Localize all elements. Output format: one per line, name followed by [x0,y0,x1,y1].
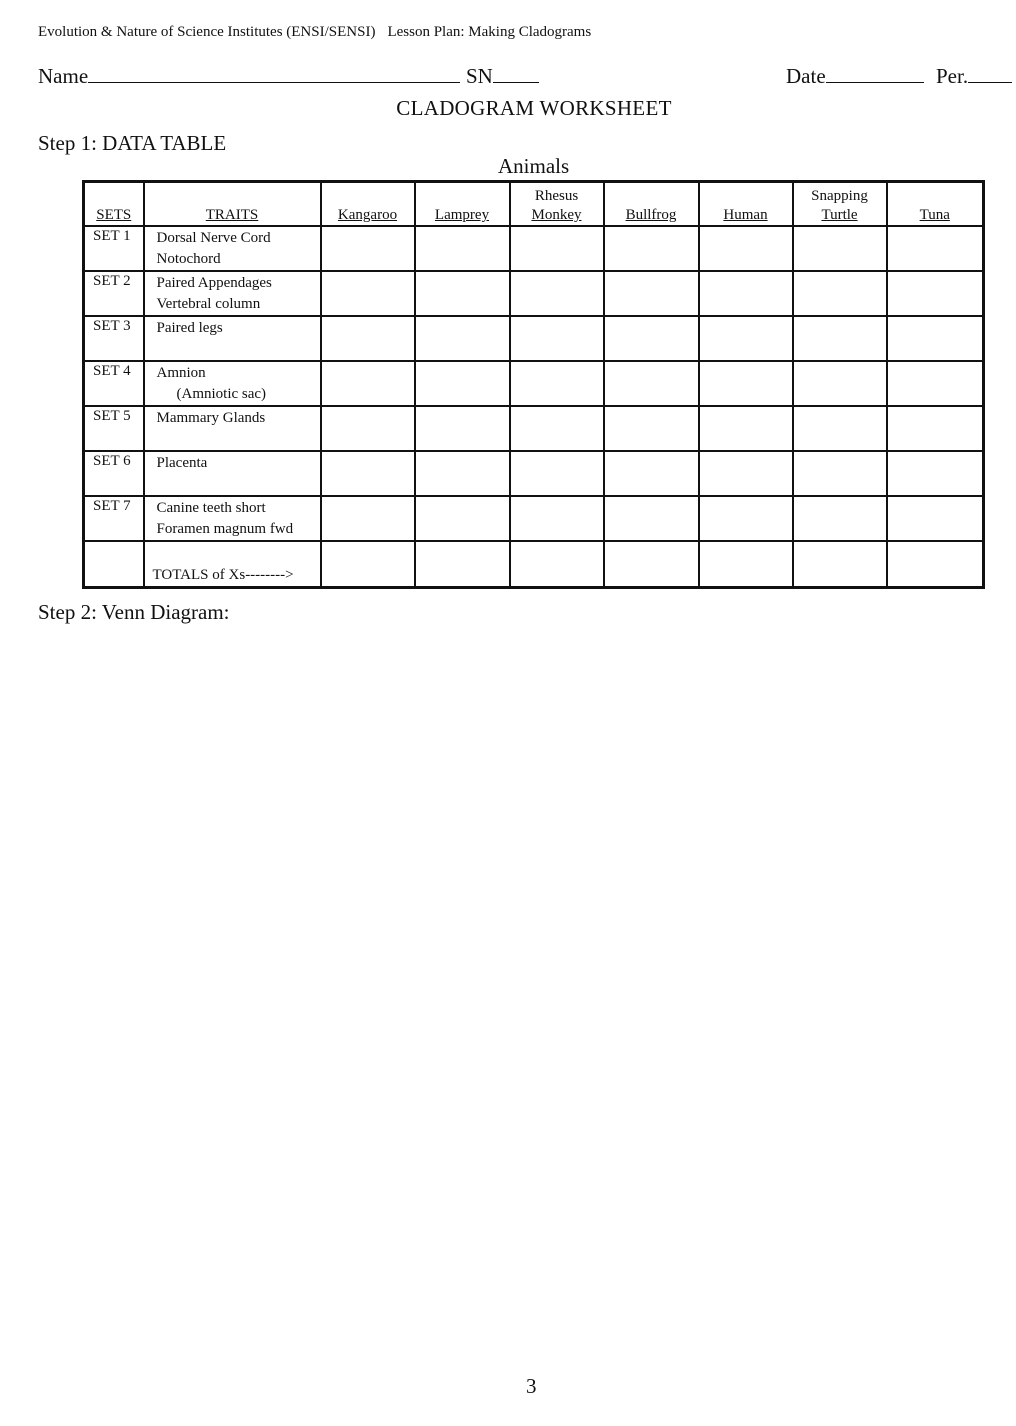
answer-cell[interactable] [510,271,604,316]
answer-cell[interactable] [793,451,887,496]
set-label: SET 3 [84,316,144,361]
total-cell[interactable] [510,541,604,588]
answer-cell[interactable] [887,361,984,406]
set-label: SET 2 [84,271,144,316]
answer-cell[interactable] [793,226,887,271]
table-row [84,496,984,541]
answer-cell[interactable] [321,406,415,451]
date-label: Date [786,64,826,88]
answer-cell[interactable] [699,316,793,361]
answer-cell[interactable] [793,496,887,541]
answer-cell[interactable] [604,316,699,361]
answer-cell[interactable] [793,406,887,451]
trait-cell: Paired legs [144,316,321,361]
trait-cell: Dorsal Nerve Cord Notochord [144,226,321,271]
period-blank[interactable] [968,62,1012,83]
animal-header: Kangaroo [321,182,415,227]
name-blank[interactable] [88,62,460,83]
answer-cell[interactable] [887,271,984,316]
trait-cell: Canine teeth short Foramen magnum fwd [144,496,321,541]
answer-cell[interactable] [604,451,699,496]
set-label: SET 7 [84,496,144,541]
answer-cell[interactable] [415,451,510,496]
answer-cell[interactable] [321,496,415,541]
table-row [84,361,984,406]
answer-cell[interactable] [321,226,415,271]
answer-cell[interactable] [415,361,510,406]
answer-cell[interactable] [415,496,510,541]
page-number: 3 [526,1374,537,1398]
totals-row [84,541,984,588]
period-field[interactable] [936,62,1012,89]
name-label: Name [38,64,89,88]
answer-cell[interactable] [510,226,604,271]
animals-label: Animals [498,154,570,178]
data-table [82,180,985,589]
step1-heading: Step 1: DATA TABLE [38,131,227,155]
answer-cell[interactable] [699,361,793,406]
total-cell[interactable] [604,541,699,588]
answer-cell[interactable] [510,451,604,496]
answer-cell[interactable] [510,316,604,361]
step2-heading: Step 2: Venn Diagram: [38,600,230,624]
table-header-row [84,182,984,227]
answer-cell[interactable] [793,271,887,316]
answer-cell[interactable] [887,226,984,271]
answer-cell[interactable] [699,451,793,496]
lesson-plan-title: Lesson Plan: Making Cladograms [387,24,592,40]
answer-cell[interactable] [415,226,510,271]
date-field[interactable] [786,62,924,89]
answer-cell[interactable] [699,226,793,271]
trait-cell: Mammary Glands [144,406,321,451]
table-row [84,226,984,271]
answer-cell[interactable] [699,496,793,541]
table-row [84,271,984,316]
table-row [84,316,984,361]
answer-cell[interactable] [321,361,415,406]
answer-cell[interactable] [887,316,984,361]
name-field[interactable] [38,62,460,89]
answer-cell[interactable] [604,406,699,451]
institute-name: Evolution & Nature of Science Institutes (ENSI/SENSI) [38,24,376,40]
answer-cell[interactable] [887,406,984,451]
set-label: SET 5 [84,406,144,451]
table-row [84,451,984,496]
answer-cell[interactable] [415,271,510,316]
answer-cell[interactable] [604,226,699,271]
total-cell[interactable] [887,541,984,588]
animal-header: Tuna [887,182,984,227]
totals-label: TOTALS of Xs--------> [144,541,321,588]
total-cell[interactable] [793,541,887,588]
animal-header: Bullfrog [604,182,699,227]
sn-field[interactable] [466,62,539,89]
answer-cell[interactable] [604,496,699,541]
set-label: SET 1 [84,226,144,271]
worksheet-title: CLADOGRAM WORKSHEET [396,96,672,120]
document-header [38,24,591,41]
answer-cell[interactable] [415,406,510,451]
answer-cell[interactable] [699,406,793,451]
total-cell[interactable] [321,541,415,588]
animal-header: Human [699,182,793,227]
sn-label: SN [466,64,493,88]
total-cell[interactable] [699,541,793,588]
animal-header: Lamprey [415,182,510,227]
set-label: SET 4 [84,361,144,406]
total-cell[interactable] [415,541,510,588]
answer-cell[interactable] [321,451,415,496]
answer-cell[interactable] [510,406,604,451]
period-label: Per. [936,64,969,88]
trait-cell: Amnion (Amniotic sac) [144,361,321,406]
animal-header: Rhesus Monkey [510,182,604,227]
answer-cell[interactable] [699,271,793,316]
set-label: SET 6 [84,451,144,496]
trait-cell: Placenta [144,451,321,496]
traits-header: TRAITS [144,182,321,227]
answer-cell[interactable] [321,271,415,316]
answer-cell[interactable] [604,271,699,316]
empty-cell [84,541,144,588]
sn-blank[interactable] [493,62,539,83]
answer-cell[interactable] [887,496,984,541]
date-blank[interactable] [826,62,924,83]
answer-cell[interactable] [887,451,984,496]
answer-cell[interactable] [604,361,699,406]
animal-header: Snapping Turtle [793,182,887,227]
answer-cell[interactable] [415,316,510,361]
student-info-row [38,62,1016,90]
trait-cell: Paired Appendages Vertebral column [144,271,321,316]
answer-cell[interactable] [793,316,887,361]
sets-header: SETS [84,182,144,227]
table-row [84,406,984,451]
answer-cell[interactable] [510,496,604,541]
answer-cell[interactable] [793,361,887,406]
answer-cell[interactable] [510,361,604,406]
answer-cell[interactable] [321,316,415,361]
